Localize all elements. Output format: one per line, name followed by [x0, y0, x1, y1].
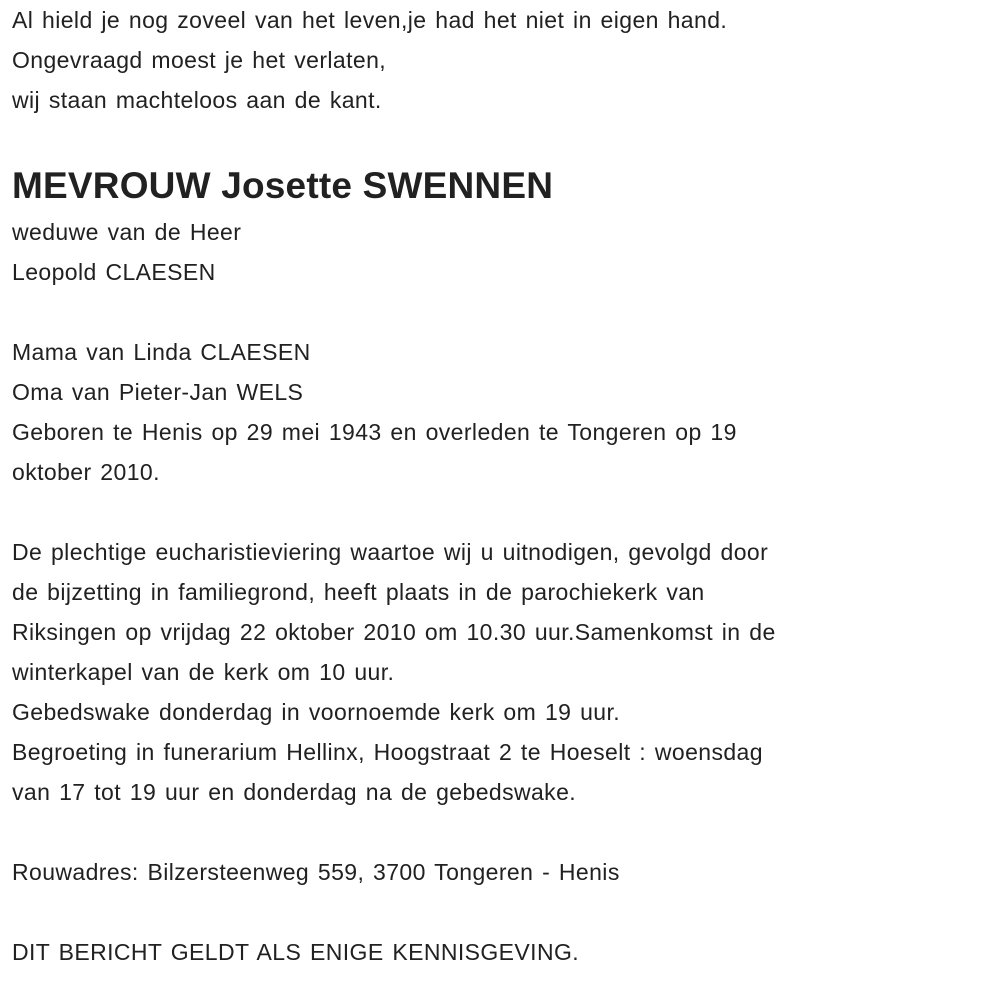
service-line-3: Riksingen op vrijdag 22 oktober 2010 om 10.30 uur.Samenkomst in de — [12, 619, 776, 645]
relation-line-2: Leopold CLAESEN — [12, 259, 216, 285]
poem-line-3: wij staan machteloos aan de kant. — [12, 87, 382, 113]
service-line-7: van 17 tot 19 uur en donderdag na de gebedswake. — [12, 779, 577, 805]
family-line-3: Geboren te Henis op 29 mei 1943 en overleden te Tongeren op 19 — [12, 419, 737, 445]
family-line-2: Oma van Pieter-Jan WELS — [12, 379, 304, 405]
deceased-header — [12, 160, 988, 292]
relation-line-1: weduwe van de Heer — [12, 219, 242, 245]
deceased-name-heading: MEVROUW Josette SWENNEN — [12, 165, 554, 206]
closing-statement: DIT BERICHT GELDT ALS ENIGE KENNISGEVING. — [12, 939, 580, 965]
service-line-4: winterkapel van de kerk om 10 uur. — [12, 659, 395, 685]
family-line-4: oktober 2010. — [12, 459, 160, 485]
service-line-5: Gebedswake donderdag in voornoemde kerk om 19 uur. — [12, 699, 621, 725]
poem — [12, 0, 988, 120]
family-line-1: Mama van Linda CLAESEN — [12, 339, 311, 365]
service-line-6: Begroeting in funerarium Hellinx, Hoogstraat 2 te Hoeselt : woensdag — [12, 739, 763, 765]
service-line-2: de bijzetting in familiegrond, heeft plaats in de parochiekerk van — [12, 579, 705, 605]
poem-line-1: Al hield je nog zoveel van het leven,je had het niet in eigen hand. — [12, 7, 728, 33]
family-info — [12, 332, 988, 492]
service-line-1: De plechtige eucharistieviering waartoe wij u uitnodigen, gevolgd door — [12, 539, 769, 565]
service-info — [12, 532, 988, 812]
poem-line-2: Ongevraagd moest je het verlaten, — [12, 47, 387, 73]
mourning-address: Rouwadres: Bilzersteenweg 559, 3700 Tongeren - Henis — [12, 859, 620, 885]
